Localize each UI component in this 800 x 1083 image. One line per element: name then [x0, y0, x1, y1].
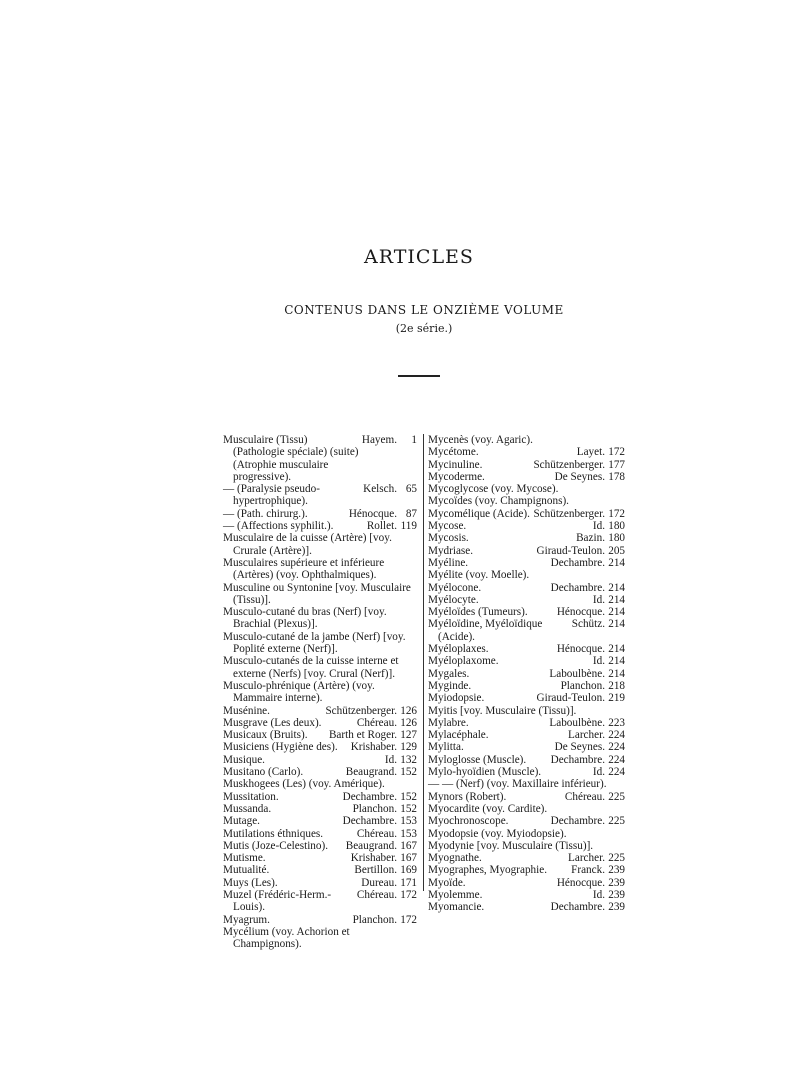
entry-author: Bazin.	[576, 532, 605, 545]
index-entry	[428, 766, 625, 778]
entry-title: Mussitation.	[223, 790, 279, 803]
entry-author: Layet.	[576, 446, 605, 459]
index-entry	[223, 766, 417, 778]
index-entry	[428, 729, 625, 741]
entry-title: Myographes, Myographie.	[428, 864, 547, 877]
entry-title: Myomancie.	[428, 901, 485, 914]
entry-author: Laboulbène.	[549, 667, 605, 680]
entry-page-number: 167	[400, 852, 417, 865]
index-right-column	[428, 434, 625, 914]
index-entry	[428, 840, 625, 852]
entry-title: Myodopsie (voy. Myiodopsie).	[428, 827, 567, 840]
entry-title: Mutilations éthniques.	[223, 827, 324, 840]
index-entry	[428, 655, 625, 667]
entry-title: — — (Nerf) (voy. Maxillaire inférieur).	[428, 778, 607, 791]
page-subtitle: CONTENUS DANS LE ONZIÈME VOLUME	[284, 303, 564, 317]
entry-author: Hénocque.	[348, 507, 397, 520]
index-entry	[428, 532, 625, 544]
index-entry	[428, 483, 625, 495]
entry-title: Mylitta.	[428, 741, 464, 754]
index-entry	[223, 852, 417, 864]
entry-page-number: 239	[608, 888, 625, 901]
entry-author: Planchon.	[352, 802, 397, 815]
index-entry	[223, 889, 417, 914]
entry-title: Mycoïdes (voy. Champignons).	[428, 495, 569, 508]
index-entry	[223, 434, 417, 483]
index-entry	[428, 754, 625, 766]
column-divider	[423, 434, 424, 891]
index-entry	[223, 815, 417, 827]
entry-page-number: 219	[608, 692, 625, 705]
entry-title: Mycélium (voy. Achorion et Champignons).	[223, 925, 350, 951]
entry-author: Id.	[592, 766, 605, 779]
entry-title: Musculo-cutané de la jambe (Nerf) [voy. Poplité externe (Nerf)].	[223, 630, 406, 656]
entry-author: Chéreau.	[356, 716, 397, 729]
entry-author: Hénocque.	[556, 643, 605, 656]
entry-title: Musique.	[223, 753, 265, 766]
entry-title: Myéline.	[428, 556, 469, 569]
entry-page-number: 224	[608, 729, 625, 742]
index-entry	[223, 483, 417, 508]
entry-title: Musiciens (Hygiène des).	[223, 741, 338, 754]
index-entry	[428, 815, 625, 827]
entry-title: Mycomélique (Acide).	[428, 507, 530, 520]
index-entry	[428, 618, 625, 643]
entry-page-number: 224	[608, 766, 625, 779]
entry-title: Myitis [voy. Musculaire (Tissu)].	[428, 704, 577, 717]
index-entry	[223, 778, 417, 790]
index-entry	[223, 741, 417, 753]
entry-title: Myloglosse (Muscle).	[428, 753, 527, 766]
entry-author: Schütz.	[571, 618, 605, 631]
entry-title: — (Path. chirurg.).	[223, 507, 308, 520]
index-entry	[223, 864, 417, 876]
index-entry	[428, 569, 625, 581]
entry-author: Id.	[592, 520, 605, 533]
index-entry	[223, 508, 417, 520]
entry-page-number: 239	[608, 876, 625, 889]
entry-title: Mygales.	[428, 667, 470, 680]
entry-author: Beaugrand.	[345, 839, 397, 852]
entry-title: Myéloïdine, Myéloïdique (Acide).	[428, 618, 543, 643]
entry-title: Mutis (Joze-Celestino).	[223, 839, 329, 852]
index-entry	[223, 582, 417, 607]
index-entry	[428, 459, 625, 471]
index-entry	[428, 582, 625, 594]
entry-author: Rollet.	[366, 520, 397, 533]
index-entry	[428, 680, 625, 692]
entry-title: Mydriase.	[428, 544, 474, 557]
entry-title: Muskhogees (Les) (voy. Amérique).	[223, 778, 385, 791]
title-rule	[398, 375, 440, 377]
entry-author: Planchon.	[560, 679, 605, 692]
index-entry	[223, 557, 417, 582]
entry-page-number: 225	[608, 790, 625, 803]
entry-title: Musculo-phrénique (Artère) (voy. Mammaire interne).	[223, 679, 375, 705]
entry-author: Chéreau.	[356, 827, 397, 840]
index-entry	[223, 877, 417, 889]
index-entry	[428, 434, 625, 446]
index-entry	[428, 520, 625, 532]
entry-author: Giraud-Teulon.	[536, 544, 605, 557]
index-entry	[428, 692, 625, 704]
entry-page-number: 224	[608, 753, 625, 766]
entry-page-number: 214	[608, 556, 625, 569]
entry-page-number: 214	[608, 593, 625, 606]
entry-title: Musicaux (Bruits).	[223, 729, 308, 742]
entry-page-number: 152	[400, 802, 417, 815]
entry-author: Giraud-Teulon.	[536, 692, 605, 705]
entry-title: Myélocone.	[428, 581, 482, 594]
entry-page-number: 224	[608, 741, 625, 754]
entry-title: Mycinuline.	[428, 458, 483, 471]
entry-author: Krishaber.	[350, 741, 397, 754]
entry-page-number: 214	[608, 667, 625, 680]
entry-title: Musculaires supérieure et inférieure (Artères) (voy. Ophthalmiques).	[223, 556, 385, 582]
entry-author: Id.	[592, 888, 605, 901]
entry-title: Musculaire (Tissu) (Pathologie spéciale) (suite) (Atrophie musculaire progressive).	[223, 434, 359, 483]
entry-author: Dechambre.	[342, 815, 397, 828]
index-entry	[223, 754, 417, 766]
index-entry	[428, 889, 625, 901]
entry-title: Myginde.	[428, 679, 472, 692]
entry-title: Muzel (Frédéric-Herm.-Louis).	[223, 888, 332, 914]
index-entry	[428, 741, 625, 753]
index-entry	[223, 520, 417, 532]
entry-title: Myolemme.	[428, 888, 483, 901]
entry-author: De Seynes.	[554, 741, 605, 754]
index-entry	[428, 877, 625, 889]
entry-author: Dureau.	[361, 876, 397, 889]
entry-title: Myocardite (voy. Cardite).	[428, 802, 548, 815]
entry-page-number: 87	[405, 507, 417, 520]
entry-page-number: 126	[400, 716, 417, 729]
entry-page-number: 126	[400, 704, 417, 717]
entry-page-number: 239	[608, 864, 625, 877]
entry-page-number: 172	[608, 507, 625, 520]
entry-author: Franck.	[571, 864, 605, 877]
entry-page-number: 172	[608, 446, 625, 459]
entry-author: De Seynes.	[554, 470, 605, 483]
entry-author: Chéreau.	[564, 790, 605, 803]
entry-page-number: 172	[400, 888, 417, 901]
index-entry	[223, 717, 417, 729]
index-entry	[428, 557, 625, 569]
entry-title: Mycoderme.	[428, 470, 485, 483]
index-entry	[428, 901, 625, 913]
entry-title: — (Paralysie pseudo-hypertrophique).	[223, 483, 320, 508]
entry-page-number: 127	[400, 729, 417, 742]
entry-title: Myognathe.	[428, 852, 482, 865]
index-entry	[428, 778, 625, 790]
entry-page-number: 205	[608, 544, 625, 557]
entry-author: Larcher.	[568, 852, 605, 865]
index-entry	[223, 828, 417, 840]
entry-title: Mussanda.	[223, 802, 272, 815]
index-entry	[428, 606, 625, 618]
entry-title: Mylacéphale.	[428, 729, 489, 742]
entry-title: Myagrum.	[223, 913, 270, 926]
entry-title: Myéloplaxome.	[428, 655, 499, 668]
entry-author: Schützenberger.	[325, 704, 397, 717]
entry-author: Dechambre.	[342, 790, 397, 803]
index-entry	[223, 655, 417, 680]
entry-author: Barth et Roger.	[328, 729, 397, 742]
entry-page-number: 132	[400, 753, 417, 766]
index-entry	[428, 705, 625, 717]
entry-page-number: 152	[400, 766, 417, 779]
entry-author: Schützenberger.	[533, 458, 605, 471]
entry-title: Myochronoscope.	[428, 815, 509, 828]
index-entry	[428, 495, 625, 507]
entry-title: Myiodopsie.	[428, 692, 485, 705]
entry-page-number: 153	[400, 815, 417, 828]
entry-title: Myoïde.	[428, 876, 466, 889]
entry-page-number: 214	[608, 618, 625, 631]
entry-page-number: 119	[400, 520, 417, 533]
entry-page-number: 218	[608, 679, 625, 692]
entry-title: Mylo-hyoïdien (Muscle).	[428, 766, 542, 779]
entry-title: Mutualité.	[223, 864, 270, 877]
index-entry	[428, 643, 625, 655]
entry-author: Dechambre.	[550, 901, 605, 914]
entry-author: Planchon.	[352, 913, 397, 926]
index-entry	[428, 471, 625, 483]
entry-title: Mylabre.	[428, 716, 469, 729]
entry-title: Mycenès (voy. Agaric).	[428, 434, 533, 446]
entry-author: Id.	[384, 753, 397, 766]
entry-author: Hénocque.	[556, 606, 605, 619]
entry-title: Mycose.	[428, 520, 467, 533]
index-entry	[223, 914, 417, 926]
index-entry	[223, 606, 417, 631]
index-entry	[223, 840, 417, 852]
entry-author: Dechambre.	[550, 815, 605, 828]
entry-page-number: 172	[400, 913, 417, 926]
entry-title: Myéloplaxes.	[428, 643, 489, 656]
index-entry	[428, 594, 625, 606]
entry-author: Kelsch.	[363, 483, 397, 496]
entry-page-number: 214	[608, 581, 625, 594]
entry-author: Chéreau.	[356, 888, 397, 901]
index-entry	[223, 631, 417, 656]
entry-author: Laboulbène.	[549, 716, 605, 729]
index-entry	[223, 532, 417, 557]
index-entry	[428, 828, 625, 840]
index-entry	[223, 803, 417, 815]
entry-page-number: 169	[400, 864, 417, 877]
entry-page-number: 152	[400, 790, 417, 803]
entry-author: Dechambre.	[550, 556, 605, 569]
entry-page-number: 214	[608, 655, 625, 668]
entry-author: Krishaber.	[350, 852, 397, 865]
entry-author: Beaugrand.	[345, 766, 397, 779]
entry-page-number: 214	[608, 643, 625, 656]
entry-author: Bertillon.	[354, 864, 397, 877]
entry-page-number: 171	[400, 876, 417, 889]
index-entry	[428, 545, 625, 557]
entry-title: Musitano (Carlo).	[223, 766, 304, 779]
entry-title: Musculo-cutanés de la cuisse interne et externe (Nerfs) [voy. Crural (Nerf)].	[223, 655, 399, 680]
entry-title: Musculaire de la cuisse (Artère) [voy. Crurale (Artère)].	[223, 532, 392, 557]
index-entry	[223, 680, 417, 705]
entry-title: Myéloïdes (Tumeurs).	[428, 606, 528, 619]
entry-title: Mycétome.	[428, 446, 479, 459]
entry-author: Id.	[592, 593, 605, 606]
entry-page-number: 178	[608, 470, 625, 483]
entry-author: Larcher.	[568, 729, 605, 742]
entry-author: Id.	[592, 655, 605, 668]
index-entry	[223, 926, 417, 951]
entry-title: Myélite (voy. Moelle).	[428, 569, 530, 582]
entry-author: Schützenberger.	[533, 507, 605, 520]
entry-page-number: 239	[608, 901, 625, 914]
entry-title: Musculo-cutané du bras (Nerf) [voy. Brachial (Plexus)].	[223, 606, 387, 631]
entry-author: Dechambre.	[550, 581, 605, 594]
entry-title: Musénine.	[223, 704, 270, 717]
index-left-column	[223, 434, 417, 950]
entry-page-number: 225	[608, 852, 625, 865]
index-entry	[428, 668, 625, 680]
entry-page-number: 225	[608, 815, 625, 828]
index-entry	[428, 717, 625, 729]
entry-title: Mutisme.	[223, 852, 266, 865]
entry-title: Mutage.	[223, 815, 260, 828]
index-entry	[428, 508, 625, 520]
entry-title: Mycosis.	[428, 532, 469, 545]
index-entry	[428, 803, 625, 815]
entry-page-number: 214	[608, 606, 625, 619]
series-note: (2e série.)	[395, 322, 453, 335]
entry-page-number: 167	[400, 839, 417, 852]
entry-page-number: 180	[608, 520, 625, 533]
entry-title: — (Affections syphilit.).	[223, 520, 334, 533]
entry-page-number: 223	[608, 716, 625, 729]
entry-title: Mynors (Robert).	[428, 790, 507, 803]
entry-page-number: 129	[400, 741, 417, 754]
entry-title: Mycoglycose (voy. Mycose).	[428, 483, 559, 496]
entry-title: Muys (Les).	[223, 876, 278, 889]
entry-author: Hayem.	[361, 434, 397, 446]
index-entry	[223, 705, 417, 717]
entry-page-number: 180	[608, 532, 625, 545]
entry-page-number: 65	[405, 483, 417, 496]
entry-author: Dechambre.	[550, 753, 605, 766]
entry-title: Musgrave (Les deux).	[223, 716, 322, 729]
index-entry	[223, 791, 417, 803]
entry-page-number: 177	[608, 458, 625, 471]
index-entry	[428, 864, 625, 876]
index-entry	[428, 852, 625, 864]
index-entry	[428, 446, 625, 458]
entry-title: Myélocyte.	[428, 593, 479, 606]
entry-title: Myodynie [voy. Musculaire (Tissu)].	[428, 839, 594, 852]
index-entry	[223, 729, 417, 741]
entry-page-number: 153	[400, 827, 417, 840]
entry-author: Hénocque.	[556, 876, 605, 889]
entry-title: Musculine ou Syntonine [voy. Musculaire (Tissu)].	[223, 581, 411, 606]
entry-page-number: 1	[411, 434, 417, 446]
page-title: ARTICLES	[364, 246, 474, 268]
index-entry	[428, 791, 625, 803]
